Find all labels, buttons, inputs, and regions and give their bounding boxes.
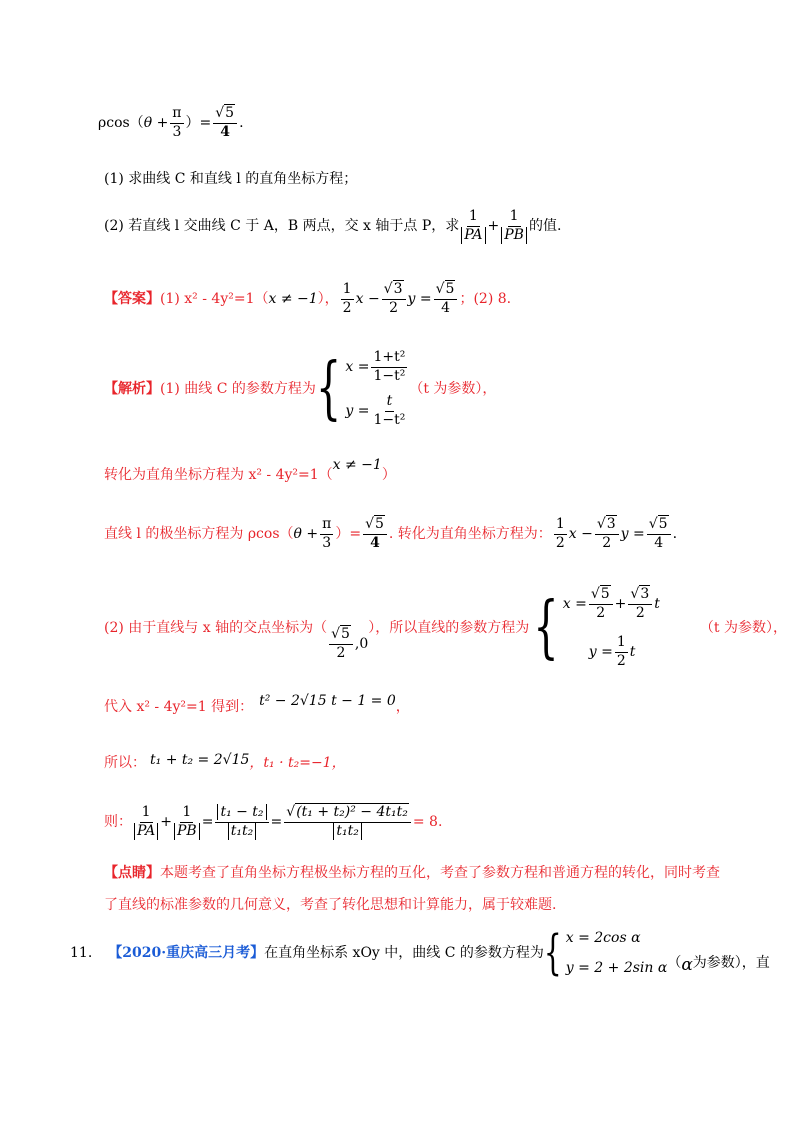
comment-line-2: 了直线的标准参数的几何意义，考查了转化思想和计算能力，属于较难题.	[104, 897, 557, 913]
question-part-1: (1) 求曲线 C 和直线 l 的直角坐标方程；	[104, 171, 358, 187]
answer-line: 【答案】 (1) x² - 4y²=1（ x ≠ −1 ）， $\frac{1}{2}$ x − $\frac{√3}{2}$ y = $\frac{√5}{4}$ ；(2) 8.	[104, 281, 512, 316]
analysis-tag: 【解析】	[104, 381, 160, 397]
question-11: 11. 【2020·重庆高三月考】 在直角坐标系 xOy 中，曲线 C 的参数方程为 { x = 2cos α y = 2 + 2sin α （ α 为参数），直	[70, 924, 770, 981]
sum-line: 所以： t₁ + t₂ = 2√15 ，t₁ · t₂=−1，	[104, 752, 346, 771]
one-over-pa: $\frac{1}{PA}$	[461, 208, 485, 244]
question-part-2: (2) 若直线 l 交曲线 C 于 A，B 两点，交 x 轴于点 P，求 $\frac{1}{PA}$ + $\frac{1}{PB}$ 的值.	[104, 208, 562, 243]
part2-line: (2) 由于直线与 x 轴的交点坐标为（ $\frac{√5}{2}$ ,0 ），所以直线的参数方程为 { x = $\frac{√5}{2}$ + $\frac{√3}{2}$ t y = $\frac{1}{2}$ t （t 为参数），	[104, 586, 787, 669]
analysis-line: 【解析】 (1) 曲线 C 的参数方程为 { x = $\frac{\text{1+t²}}{\text{1−t²}}$ y = $\frac{t}{\text{1−t²}}$ （t 为参数），	[104, 349, 497, 429]
question-source-tag: 【2020·重庆高三月考】	[108, 945, 265, 961]
result-line: 则： $\frac{1}{PA}$ + $\frac{1}{PB}$ = $\frac{\text{t₁ − t₂}}{\text{t₁t₂}}$ = $\frac{\text{√(t₁ + t₂)² − 4t₁t₂}}{\text{t₁t₂}}$ = 8.	[104, 804, 443, 839]
line-polar-equation: 直线 l 的极坐标方程为 ρcos（ θ + $\frac{\pi}{3}$ ）= $\frac{√5}{4}$ . 转化为直角坐标方程为： $\frac{1}{2}$ x − $\frac{√3}{2}$ y = $\frac{√5}{4}$ .	[104, 516, 678, 551]
parametric-system: { x = $\frac{\text{1+t²}}{\text{1−t²}}$ y = $\frac{t}{\text{1−t²}}$	[315, 349, 406, 429]
answer-tag: 【答案】	[104, 291, 160, 307]
comment-line-1: 【点睛】本题考查了直角坐标方程极坐标方程的互化，考查了参数方程和普通方程的转化，同时考查	[104, 865, 720, 881]
polar-equation-line: ρcos（ θ + $\frac{\pi}{3}$ ）= $\frac{√5}{4}$ .	[98, 105, 244, 140]
line-parametric-system: { x = $\frac{√5}{2}$ + $\frac{√3}{2}$ t y = $\frac{1}{2}$ t	[533, 586, 660, 669]
sqrt5-over-4: $\frac{√5}{4}$	[213, 105, 237, 141]
convert-line: 转化为直角坐标方程为 x² - 4y²=1（ x ≠ −1 ）	[104, 457, 396, 483]
comment-tag: 【点睛】	[104, 865, 160, 881]
circle-parametric-system: { x = 2cos α y = 2 + 2sin α	[543, 924, 668, 981]
one-over-pb: $\frac{1}{PB}$	[501, 208, 527, 244]
question-number: 11.	[70, 945, 93, 961]
pi-over-3: $\frac{\pi}{3}$	[172, 105, 182, 140]
substitute-line: 代入 x² - 4y²=1 得到： t² − 2√15 t − 1 = 0 ，	[104, 693, 410, 715]
